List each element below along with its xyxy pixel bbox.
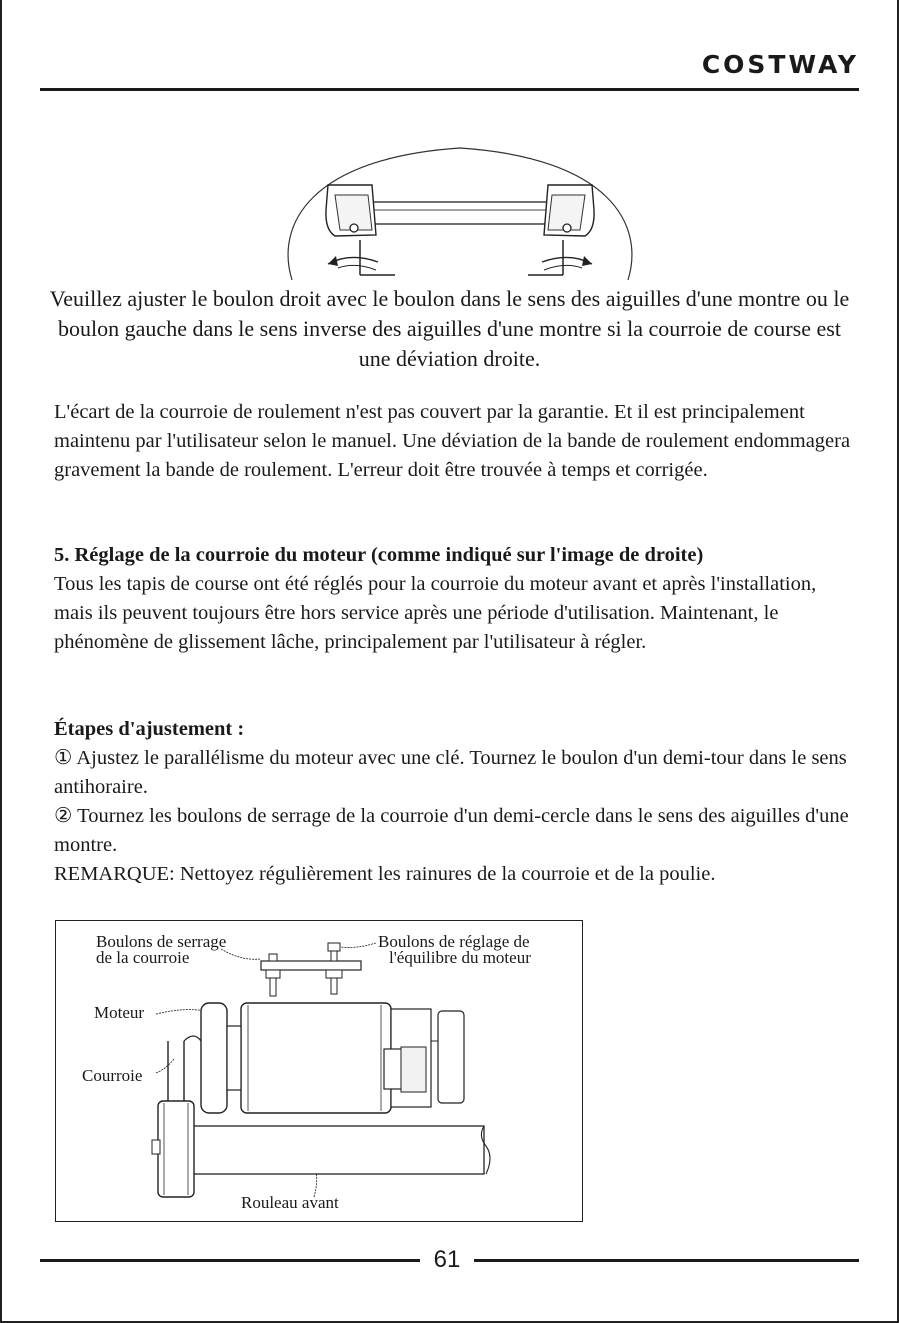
label-tension-bolts-line2: de la courroie	[96, 948, 190, 967]
brand-logo: COSTWAY	[701, 50, 859, 79]
warning-text: L'écart de la courroie de roulement n'est pas couvert par la garantie. Et il est principalement maintenu par l'utilisateur selon le manuel. Une déviation de la bande de roulement endommagera gravement la bande de roulement. L'erreur doit être trouvée à temps et corrigée.	[54, 401, 851, 481]
label-front-roller: Rouleau avant	[241, 1193, 339, 1212]
footer-rule-right	[474, 1259, 859, 1262]
label-balance-bolts-line2: l'équilibre du moteur	[389, 948, 531, 967]
treadmill-bolt-illustration	[280, 140, 640, 285]
label-tension-bolts-line1: Boulons de serrage	[96, 932, 227, 951]
section-motor-belt	[54, 541, 854, 657]
steps-heading: Étapes d'ajustement :	[54, 718, 245, 740]
section-heading: 5. Réglage de la courroie du moteur (comme indiqué sur l'image de droite)	[54, 544, 704, 566]
page-border-left	[0, 0, 2, 1323]
label-belt: Courroie	[82, 1066, 143, 1085]
section-body: Tous les tapis de course ont été réglés pour la courroie du moteur avant et après l'installation, mais ils peuvent toujours être hors service après une période d'utilisation. Maintenant, le phénomène de glissement lâche, principalement par l'utilisateur à régler.	[54, 573, 817, 653]
page-number: 61	[433, 1246, 461, 1273]
motor-belt-diagram	[55, 920, 583, 1222]
adjustment-steps	[54, 715, 854, 889]
note: REMARQUE: Nettoyez régulièrement les rainures de la courroie et de la poulie.	[54, 863, 716, 885]
warranty-warning	[54, 398, 854, 485]
step-1: ① Ajustez le parallélisme du moteur avec une clé. Tournez le boulon d'un demi-tour dans le sens antihoraire.	[54, 747, 847, 798]
header-rule	[40, 88, 859, 91]
step-2: ② Tournez les boulons de serrage de la courroie d'un demi-cercle dans le sens des aiguilles d'une montre.	[54, 805, 849, 856]
label-motor: Moteur	[94, 1003, 145, 1022]
label-balance-bolts-line1: Boulons de réglage de	[378, 932, 530, 951]
figure-caption: Veuillez ajuster le boulon droit avec le boulon dans le sens des aiguilles d'une montre ou le boulon gauche dans le sens inverse des aiguilles d'une montre si la courroie de course est une déviation droite.	[49, 286, 850, 371]
footer-rule-left	[40, 1259, 420, 1262]
